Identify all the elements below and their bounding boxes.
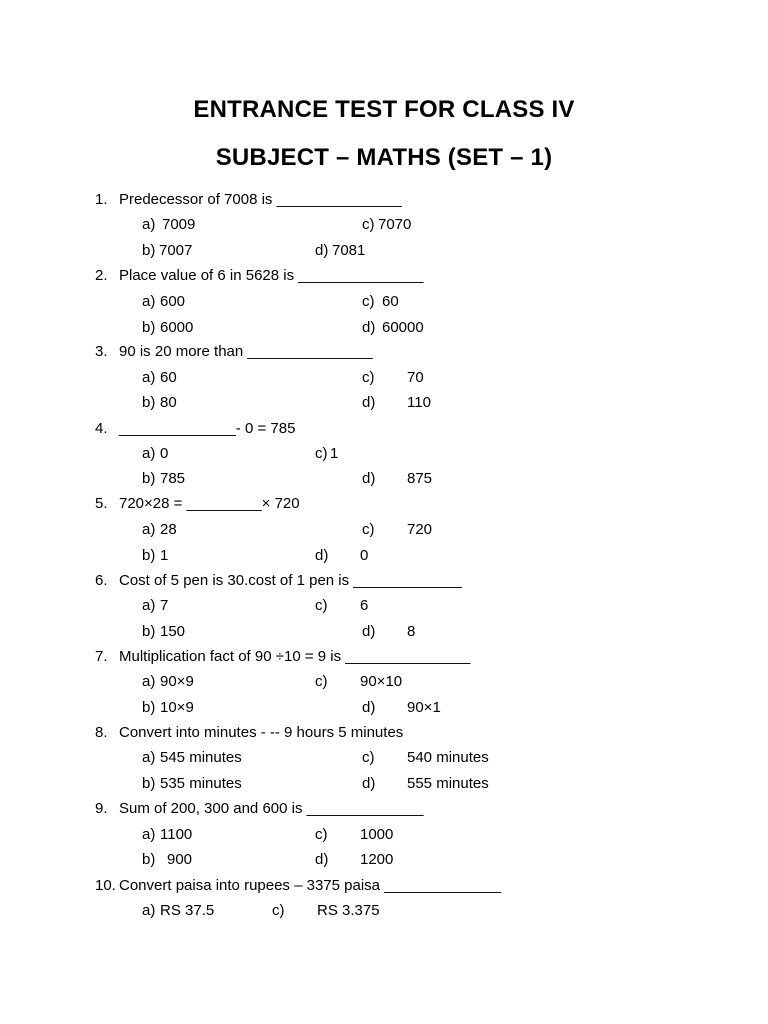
option-value: 540 minutes — [407, 749, 489, 766]
question-text: Convert into minutes - -- 9 hours 5 minutes — [119, 724, 404, 741]
option-label: a) — [142, 902, 156, 919]
option-label: b) — [142, 699, 156, 716]
options-row — [0, 290, 768, 314]
question-number: 2. — [95, 267, 108, 284]
option-value: 875 — [407, 470, 433, 487]
question-5 — [0, 492, 768, 516]
option-label: d) — [362, 319, 376, 336]
option-label: c) — [362, 521, 375, 538]
options-row — [0, 670, 768, 694]
option-value: 900 — [167, 851, 193, 868]
option-label: d) — [315, 242, 329, 259]
question-4 — [0, 417, 768, 441]
question-10 — [0, 874, 768, 898]
options-row — [0, 467, 768, 491]
option-label: b) — [142, 394, 156, 411]
option-label: b) — [142, 319, 156, 336]
option-value: 1 — [160, 547, 169, 564]
question-number: 5. — [95, 495, 108, 512]
options-row — [0, 772, 768, 796]
question-8 — [0, 721, 768, 745]
option-label: c) — [362, 293, 375, 310]
question-text: 720×28 = _________× 720 — [119, 495, 300, 512]
question-number: 3. — [95, 343, 108, 360]
options-row — [0, 518, 768, 542]
option-value: 6 — [360, 597, 369, 614]
option-value: 1200 — [360, 851, 394, 868]
option-label: b) — [142, 547, 156, 564]
page-subtitle: SUBJECT – MATHS (SET – 1) — [215, 144, 553, 171]
options-row — [0, 366, 768, 390]
option-label: a) — [142, 597, 156, 614]
option-value: 1 — [330, 445, 339, 462]
question-text: Cost of 5 pen is 30.cost of 1 pen is _____________ — [119, 572, 462, 589]
option-value: 90×10 — [360, 673, 403, 690]
question-number: 1. — [95, 191, 108, 208]
question-text: Multiplication fact of 90 ÷10 = 9 is _______________ — [119, 648, 471, 665]
options-row — [0, 899, 768, 923]
options-row — [0, 746, 768, 770]
option-value: 600 — [160, 293, 186, 310]
option-value: 90×9 — [160, 673, 194, 690]
question-text: Place value of 6 in 5628 is _______________ — [119, 267, 424, 284]
option-label: d) — [362, 394, 376, 411]
option-label: b) — [142, 470, 156, 487]
question-7 — [0, 645, 768, 669]
option-value: 0 — [160, 445, 169, 462]
option-value: 7 — [160, 597, 169, 614]
option-label: c) — [315, 597, 328, 614]
option-value: 545 minutes — [160, 749, 242, 766]
options-row — [0, 442, 768, 466]
option-label: c) — [315, 673, 328, 690]
option-value: 7070 — [378, 216, 412, 233]
options-row — [0, 544, 768, 568]
options-row — [0, 391, 768, 415]
option-value: 60 — [160, 369, 177, 386]
question-text: ______________- 0 = 785 — [119, 420, 296, 437]
option-label: a) — [142, 521, 156, 538]
option-value: RS 37.5 — [160, 902, 215, 919]
options-row — [0, 239, 768, 263]
option-value: 10×9 — [160, 699, 194, 716]
option-label: d) — [362, 699, 376, 716]
option-label: c) — [272, 902, 285, 919]
question-number: 6. — [95, 572, 108, 589]
question-text: Predecessor of 7008 is _______________ — [119, 191, 402, 208]
option-label: c) — [362, 749, 375, 766]
options-row — [0, 316, 768, 340]
option-value: 7009 — [162, 216, 196, 233]
option-label: c) — [362, 369, 375, 386]
option-value: 70 — [407, 369, 424, 386]
option-label: a) — [142, 445, 156, 462]
option-value: 720 — [407, 521, 433, 538]
option-label: c) — [315, 826, 328, 843]
option-label: d) — [315, 547, 329, 564]
options-row — [0, 594, 768, 618]
question-number: 7. — [95, 648, 108, 665]
option-label: d) — [315, 851, 329, 868]
option-label: b) — [142, 242, 156, 259]
option-value: 555 minutes — [407, 775, 489, 792]
option-value: 1000 — [360, 826, 394, 843]
option-value: 1100 — [160, 826, 193, 843]
option-label: a) — [142, 673, 156, 690]
option-label: a) — [142, 749, 156, 766]
option-label: c) — [362, 216, 375, 233]
question-number: 8. — [95, 724, 108, 741]
question-text: Sum of 200, 300 and 600 is ______________ — [119, 800, 424, 817]
option-value: 60000 — [382, 319, 424, 336]
question-number: 10. — [95, 877, 116, 894]
option-label: d) — [362, 775, 376, 792]
option-value: 90×1 — [407, 699, 441, 716]
options-row — [0, 620, 768, 644]
option-value: 80 — [160, 394, 177, 411]
option-value: 7081 — [332, 242, 366, 259]
option-label: a) — [142, 216, 156, 233]
question-text: Convert paisa into rupees – 3375 paisa ______________ — [119, 877, 501, 894]
option-value: 150 — [160, 623, 186, 640]
option-value: 8 — [407, 623, 416, 640]
option-value: 535 minutes — [160, 775, 242, 792]
option-label: a) — [142, 293, 156, 310]
question-3 — [0, 340, 768, 364]
options-row — [0, 848, 768, 872]
page-title: ENTRANCE TEST FOR CLASS IV — [193, 96, 575, 123]
option-value: RS 3.375 — [317, 902, 380, 919]
option-value: 785 — [160, 470, 186, 487]
option-label: d) — [362, 623, 376, 640]
question-6 — [0, 569, 768, 593]
question-2 — [0, 264, 768, 288]
options-row — [0, 696, 768, 720]
option-label: b) — [142, 623, 156, 640]
option-label: d) — [362, 470, 376, 487]
option-value: 110 — [407, 394, 431, 411]
option-label: c) — [315, 445, 328, 462]
question-9 — [0, 797, 768, 821]
option-value: 0 — [360, 547, 369, 564]
option-label: b) — [142, 851, 156, 868]
option-label: b) — [142, 775, 156, 792]
option-label: a) — [142, 369, 156, 386]
option-value: 28 — [160, 521, 177, 538]
options-row — [0, 213, 768, 237]
options-row — [0, 823, 768, 847]
question-1 — [0, 188, 768, 212]
option-value: 60 — [382, 293, 399, 310]
option-value: 6000 — [160, 319, 194, 336]
question-text: 90 is 20 more than _______________ — [119, 343, 373, 360]
question-number: 4. — [95, 420, 108, 437]
question-number: 9. — [95, 800, 108, 817]
option-label: a) — [142, 826, 156, 843]
option-value: 7007 — [159, 242, 193, 259]
